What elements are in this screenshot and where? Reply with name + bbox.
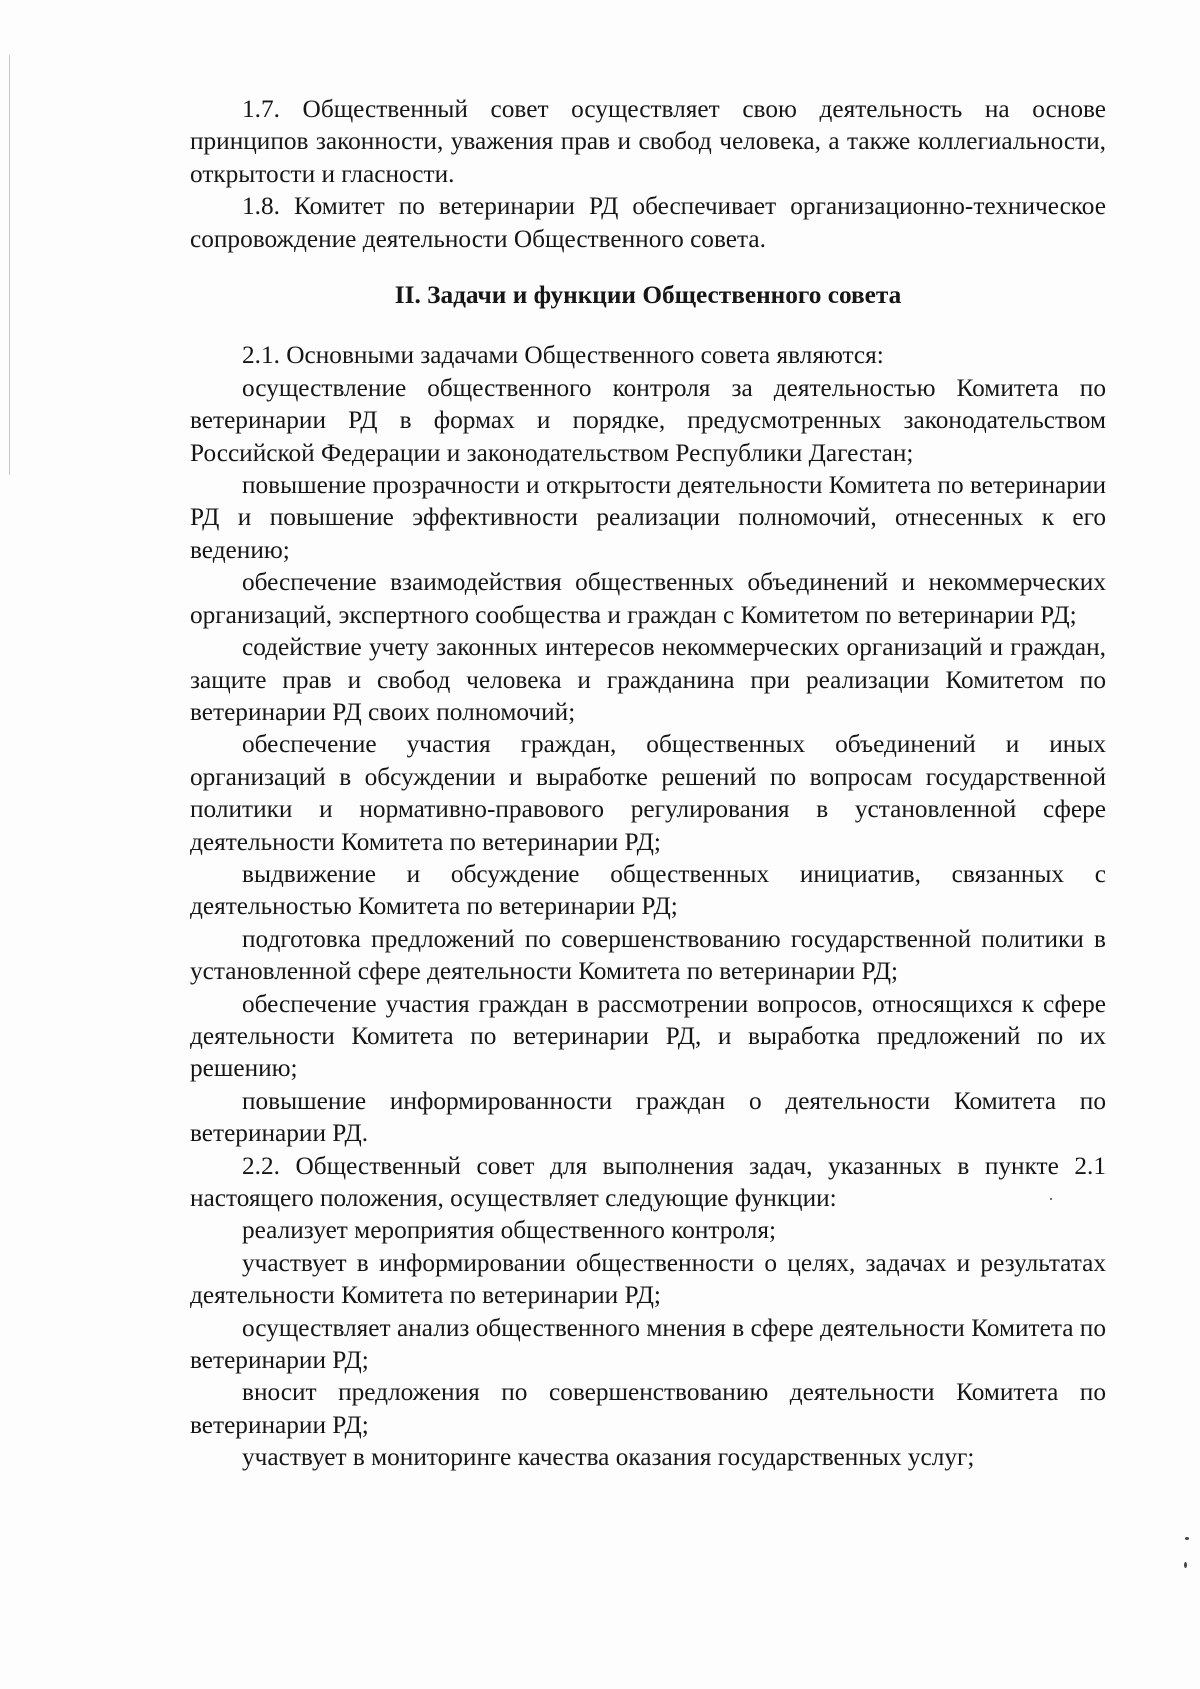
function-item: участвует в мониторинге качества оказания государственных услуг; [242,1443,975,1472]
function-item: вносит предложения по совершенствованию деятельности Комитета по ветеринарии РД; [190,1378,1106,1439]
paragraph-1-8: 1.8. Комитет по ветеринарии РД обеспечивает организационно-техническое сопровождение деятельности Общественного совета. [190,192,1106,253]
function-item: участвует в информировании общественности о целях, задачах и результатах деятельности Комитета по ветеринарии РД; [190,1248,1106,1310]
task-item: обеспечение взаимодействия общественных объединений и некоммерческих организаций, экспертного сообщества и граждан с Комитетом по ветеринарии РД; [190,568,1106,629]
task-item: обеспечение участия граждан, общественных объединений и иных организаций в обсуждении и выработке решений по вопросам государственной политики и нормативно-правового регулирования в установленной сфере деятельности Комитета по ветеринарии РД; [190,730,1106,856]
scan-speck [1184,1562,1187,1568]
task-item: подготовка предложений по совершенствованию государственной политики в установленной сфере деятельности Комитета по ветеринарии РД; [190,924,1106,986]
section-heading: II. Задачи и функции Общественного совета [394,281,902,310]
paragraph-2-2: 2.2. Общественный совет для выполнения задач, указанных в пункте 2.1 настоящего положения, осуществляет следующие функции: [190,1151,1106,1212]
task-item: выдвижение и обсуждение общественных инициатив, связанных с деятельностью Комитета по ветеринарии РД; [190,859,1106,921]
task-item: осуществление общественного контроля за деятельностью Комитета по ветеринарии РД в формах и порядке, предусмотренных законодательством Российской Федерации и законодательством Республики Дагестан; [190,373,1106,467]
function-item: осуществляет анализ общественного мнения в сфере деятельности Комитета по ветеринарии РД; [190,1313,1106,1375]
task-item: повышение информированности граждан о деятельности Комитета по ветеринарии РД. [190,1086,1106,1148]
scan-edge-line [9,55,10,475]
paragraph-1-7: 1.7. Общественный совет осуществляет свою деятельность на основе принципов законности, уважения прав и свобод человека, а также коллегиальности, открытости и гласности. [190,95,1106,188]
task-item: повышение прозрачности и открытости деятельности Комитета по ветеринарии РД и повышение эффективности реализации полномочий, отнесенных к его ведению; [190,471,1106,564]
scan-speck [1050,1198,1052,1200]
document-body [190,93,1106,1474]
scan-speck [1185,1537,1189,1540]
paragraph-2-1: 2.1. Основными задачами Общественного совета являются: [242,341,884,370]
function-item: реализует мероприятия общественного контроля; [242,1216,777,1245]
task-item: обеспечение участия граждан в рассмотрении вопросов, относящихся к сфере деятельности Комитета по ветеринарии РД, и выработка предложений по их решению; [190,989,1106,1083]
task-item: содействие учету законных интересов некоммерческих организаций и граждан, защите прав и свобод человека и гражданина при реализации Комитетом по ветеринарии РД своих полномочий; [190,633,1106,726]
